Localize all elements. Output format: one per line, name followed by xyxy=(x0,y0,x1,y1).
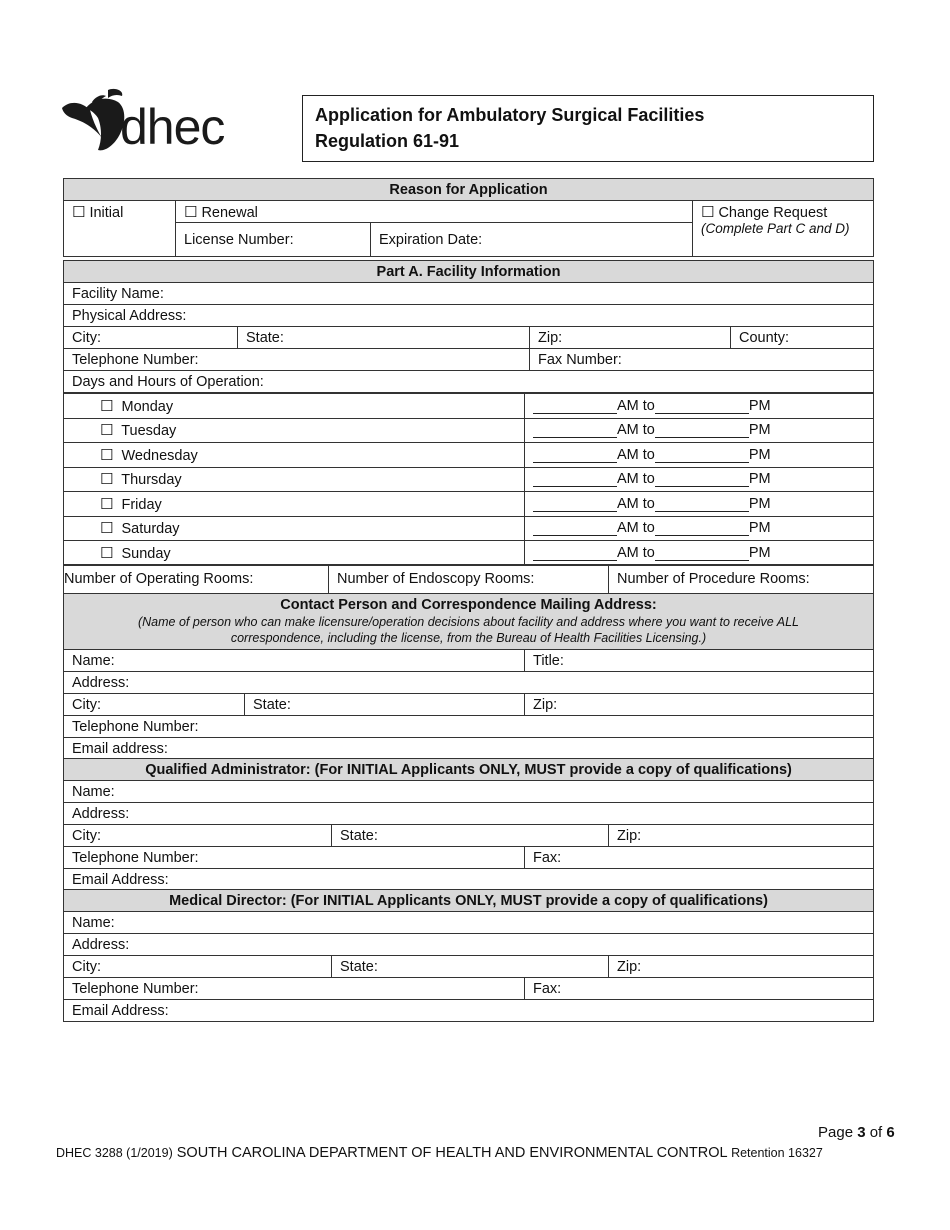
administrator-heading: Qualified Administrator: (For INITIAL Applicants ONLY, MUST provide a copy of qualifications) xyxy=(64,759,874,781)
contact-name-field[interactable]: Name: xyxy=(64,650,525,672)
contact-address-field[interactable]: Address: xyxy=(64,672,874,694)
am-to-label: AM to xyxy=(617,495,655,512)
hours-field[interactable] xyxy=(525,541,874,566)
contact-heading-cell xyxy=(64,594,874,650)
checkbox-icon: ☐ xyxy=(184,203,198,221)
contact-telephone-field[interactable]: Telephone Number: xyxy=(64,716,874,738)
reason-heading: Reason for Application xyxy=(64,179,874,201)
days-hours-label: Days and Hours of Operation: xyxy=(64,371,874,393)
contact-title-field[interactable]: Title: xyxy=(525,650,874,672)
hours-field[interactable] xyxy=(525,516,874,541)
hours-field[interactable] xyxy=(525,418,874,443)
change-request-note: (Complete Part C and D) xyxy=(701,221,850,236)
hours-field[interactable] xyxy=(525,394,874,419)
director-heading: Medical Director: (For INITIAL Applicants ONLY, MUST provide a copy of qualifications) xyxy=(64,890,874,912)
day-row-tuesday[interactable] xyxy=(64,418,525,443)
contact-table xyxy=(63,593,874,760)
footer-line xyxy=(56,1145,823,1161)
contact-state-field[interactable]: State: xyxy=(245,694,525,716)
director-state-field[interactable]: State: xyxy=(332,956,609,978)
reason-table xyxy=(63,178,874,257)
day-row-wednesday[interactable] xyxy=(64,443,525,468)
admin-telephone-field[interactable]: Telephone Number: xyxy=(64,847,525,869)
day-label: Tuesday xyxy=(121,423,177,440)
facility-table xyxy=(63,260,874,393)
am-to-label: AM to xyxy=(617,446,655,463)
contact-note-2: correspondence, including the license, from the Bureau of Health Facilities Licensing.) xyxy=(230,631,707,645)
checkbox-icon: ☐ xyxy=(100,446,114,464)
day-row-sunday[interactable] xyxy=(64,541,525,566)
director-table xyxy=(63,889,874,1022)
contact-heading: Contact Person and Correspondence Mailing Address: xyxy=(280,597,657,613)
checkbox-icon: ☐ xyxy=(100,495,114,513)
hours-table xyxy=(63,393,874,566)
operating-rooms-field[interactable]: Number of Operating Rooms: xyxy=(64,565,329,594)
day-row-saturday[interactable] xyxy=(64,516,525,541)
change-request-label: Change Request xyxy=(718,205,828,221)
checkbox-icon: ☐ xyxy=(100,471,114,489)
day-label: Thursday xyxy=(121,472,182,489)
contact-zip-field[interactable]: Zip: xyxy=(525,694,874,716)
checkbox-icon: ☐ xyxy=(100,397,114,415)
admin-fax-field[interactable]: Fax: xyxy=(525,847,874,869)
retention-code: Retention 16327 xyxy=(731,1146,823,1160)
director-address-field[interactable]: Address: xyxy=(64,934,874,956)
initial-option[interactable] xyxy=(64,201,176,257)
renewal-option[interactable] xyxy=(176,201,693,223)
day-label: Saturday xyxy=(121,521,180,538)
day-label: Monday xyxy=(121,398,174,415)
fax-field[interactable]: Fax Number: xyxy=(530,349,874,371)
state-field[interactable]: State: xyxy=(238,327,530,349)
director-name-field[interactable]: Name: xyxy=(64,912,874,934)
director-city-field[interactable]: City: xyxy=(64,956,332,978)
form-title: Application for Ambulatory Surgical Facilities xyxy=(315,105,705,125)
checkbox-icon: ☐ xyxy=(100,520,114,538)
pm-label: PM xyxy=(748,446,771,463)
am-to-label: AM to xyxy=(617,397,655,414)
rooms-table xyxy=(63,564,874,594)
administrator-table xyxy=(63,758,874,891)
logo-text: dhec xyxy=(120,99,225,155)
pm-label: PM xyxy=(748,397,771,414)
department-name: SOUTH CAROLINA DEPARTMENT OF HEALTH AND ENVIRONMENTAL CONTROL xyxy=(176,1145,728,1161)
pm-label: PM xyxy=(748,495,771,512)
hours-field[interactable] xyxy=(525,492,874,517)
day-label: Sunday xyxy=(121,545,171,562)
hours-field[interactable] xyxy=(525,467,874,492)
admin-email-field[interactable]: Email Address: xyxy=(64,869,874,891)
am-to-label: AM to xyxy=(617,520,655,537)
telephone-field[interactable]: Telephone Number: xyxy=(64,349,530,371)
am-to-label: AM to xyxy=(617,471,655,488)
day-row-friday[interactable] xyxy=(64,492,525,517)
page-total: 6 xyxy=(886,1124,895,1141)
page-of: of xyxy=(865,1124,887,1141)
director-email-field[interactable]: Email Address: xyxy=(64,1000,874,1022)
admin-address-field[interactable]: Address: xyxy=(64,803,874,825)
admin-city-field[interactable]: City: xyxy=(64,825,332,847)
director-zip-field[interactable]: Zip: xyxy=(609,956,874,978)
admin-zip-field[interactable]: Zip: xyxy=(609,825,874,847)
procedure-rooms-field[interactable]: Number of Procedure Rooms: xyxy=(609,565,874,594)
zip-field[interactable]: Zip: xyxy=(530,327,731,349)
director-telephone-field[interactable]: Telephone Number: xyxy=(64,978,525,1000)
endoscopy-rooms-field[interactable]: Number of Endoscopy Rooms: xyxy=(329,565,609,594)
am-to-label: AM to xyxy=(617,422,655,439)
hours-field[interactable] xyxy=(525,443,874,468)
license-number-field[interactable]: License Number: xyxy=(176,223,371,257)
checkbox-icon: ☐ xyxy=(72,204,86,221)
director-fax-field[interactable]: Fax: xyxy=(525,978,874,1000)
page-prefix: Page xyxy=(818,1124,858,1141)
contact-city-field[interactable]: City: xyxy=(64,694,245,716)
county-field[interactable]: County: xyxy=(731,327,874,349)
checkbox-icon: ☐ xyxy=(100,422,114,440)
day-row-monday[interactable] xyxy=(64,394,525,419)
page-current: 3 xyxy=(857,1124,866,1141)
expiration-date-field[interactable]: Expiration Date: xyxy=(371,223,693,257)
facility-name-field[interactable]: Facility Name: xyxy=(64,283,874,305)
am-to-label: AM to xyxy=(617,544,655,561)
form-id: DHEC 3288 (1/2019) xyxy=(56,1146,173,1160)
contact-note-1: (Name of person who can make licensure/operation decisions about facility and address where you want to receive ALL xyxy=(137,615,799,629)
change-request-option[interactable] xyxy=(693,201,874,257)
city-field[interactable]: City: xyxy=(64,327,238,349)
checkbox-icon: ☐ xyxy=(100,544,114,562)
checkbox-icon: ☐ xyxy=(701,204,715,221)
contact-email-field[interactable]: Email address: xyxy=(64,738,874,760)
admin-name-field[interactable]: Name: xyxy=(64,781,874,803)
facility-heading: Part A. Facility Information xyxy=(64,261,874,283)
day-row-thursday[interactable] xyxy=(64,467,525,492)
pm-label: PM xyxy=(748,471,771,488)
physical-address-field[interactable]: Physical Address: xyxy=(64,305,874,327)
admin-state-field[interactable]: State: xyxy=(332,825,609,847)
form-regulation: Regulation 61-91 xyxy=(315,131,460,151)
day-label: Friday xyxy=(121,496,162,513)
initial-label: Initial xyxy=(89,205,124,221)
pm-label: PM xyxy=(748,544,771,561)
renewal-label: Renewal xyxy=(201,204,258,221)
day-label: Wednesday xyxy=(121,447,198,464)
pm-label: PM xyxy=(748,422,771,439)
pm-label: PM xyxy=(748,520,771,537)
form-title-box xyxy=(302,95,874,162)
page-number xyxy=(818,1124,895,1141)
